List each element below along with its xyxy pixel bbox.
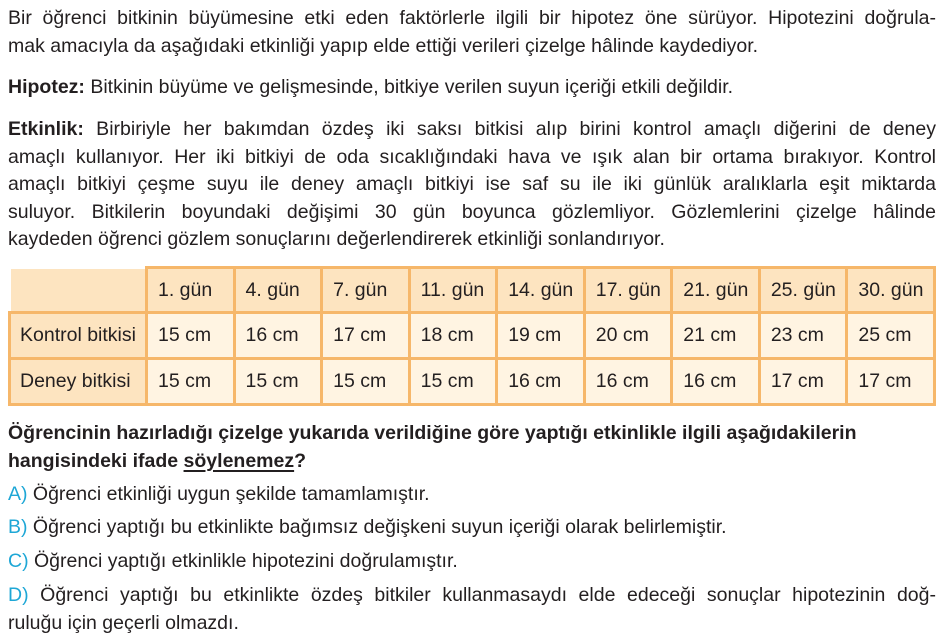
question-mark: ? xyxy=(294,450,307,472)
activity-line-4: suluyor. Bitkilerin boyundaki değişimi 30 gün boyunca gözlemliyor. Gözlemlerini çizelge hâlinde xyxy=(8,200,936,223)
option-b[interactable] xyxy=(8,513,936,541)
activity-line-5: kaydeden öğrenci gözlem sonuçlarını değerlendirerek etkinliği sonlandırıyor. xyxy=(8,228,665,250)
option-text: Öğrenci yaptığı bu etkinlikte bağımsız değişkeni suyun içeriği olarak belirlemiştir. xyxy=(27,516,727,538)
activity-line-1: Birbiriyle her bakımdan özdeş iki saksı bitkisi alıp birini kontrol amaçlı diğerini de deney xyxy=(83,118,936,140)
option-c[interactable] xyxy=(8,547,936,575)
hypothesis-label: Hipotez: xyxy=(8,76,85,98)
option-letter: C) xyxy=(8,550,29,572)
intro-paragraph xyxy=(8,5,936,60)
table-cell: 15 cm xyxy=(147,359,235,405)
question-line-2: hangisindeki ifade xyxy=(8,450,184,472)
table-row-control xyxy=(10,313,935,359)
day-header: 25. gün xyxy=(759,268,847,313)
option-a[interactable] xyxy=(8,480,936,508)
day-header: 7. gün xyxy=(322,268,410,313)
table-header-row xyxy=(10,268,935,313)
table-cell: 17 cm xyxy=(322,313,410,359)
option-d[interactable] xyxy=(8,581,936,637)
table-cell: 15 cm xyxy=(322,359,410,405)
question-stem xyxy=(8,419,936,475)
option-letter: A) xyxy=(8,483,28,505)
table-cell: 20 cm xyxy=(584,313,672,359)
table-row-experiment xyxy=(10,359,935,405)
hypothesis-text: Bitkinin büyüme ve gelişmesinde, bitkiye verilen suyun içeriği etkili değildir. xyxy=(84,76,734,98)
table-cell: 15 cm xyxy=(147,313,235,359)
activity-label: Etkinlik: xyxy=(8,118,84,140)
hypothesis-paragraph xyxy=(8,74,936,102)
table-cell: 18 cm xyxy=(409,313,497,359)
row-label: Deney bitkisi xyxy=(10,359,147,405)
table-cell: 16 cm xyxy=(497,359,585,405)
option-text: Öğrenci yaptığı etkinlikle hipotezini doğrulamıştır. xyxy=(28,550,458,572)
table-cell: 25 cm xyxy=(847,313,935,359)
option-text-line-2: ruluğu için geçerli olmazdı. xyxy=(8,612,239,634)
table-corner-cell xyxy=(10,268,147,313)
table-cell: 16 cm xyxy=(584,359,672,405)
question-keyword: söylenemez xyxy=(183,450,295,472)
observation-table xyxy=(8,266,936,406)
day-header: 14. gün xyxy=(497,268,585,313)
day-header: 30. gün xyxy=(847,268,935,313)
day-header: 1. gün xyxy=(147,268,235,313)
table-cell: 21 cm xyxy=(672,313,760,359)
table-cell: 15 cm xyxy=(409,359,497,405)
option-letter: D) xyxy=(8,584,29,606)
intro-line-2: mak amacıyla da aşağıdaki etkinliği yapıp elde ettiği verileri çizelge hâlinde kaydediyor. xyxy=(8,34,759,57)
option-text-line-1: Öğrenci yaptığı bu etkinlikte özdeş bitkiler kullanmasaydı elde edeceği sonuçlar hipotezinin doğ- xyxy=(28,584,936,606)
intro-line-1: Bir öğrenci bitkinin büyümesine etki eden faktörlerle ilgili bir hipotez öne sürüyor. Hipotezini doğrula- xyxy=(8,7,936,29)
activity-paragraph xyxy=(8,116,936,254)
row-label: Kontrol bitkisi xyxy=(10,313,147,359)
option-text: Öğrenci etkinliği uygun şekilde tamamlamıştır. xyxy=(27,483,430,505)
table-cell: 16 cm xyxy=(234,313,322,359)
table-cell: 17 cm xyxy=(847,359,935,405)
day-header: 21. gün xyxy=(672,268,760,313)
table-cell: 23 cm xyxy=(759,313,847,359)
question-line-1: Öğrencinin hazırladığı çizelge yukarıda verildiğine göre yaptığı etkinlikle ilgili aşağıdakilerin xyxy=(8,422,857,444)
table-cell: 17 cm xyxy=(759,359,847,405)
table-cell: 16 cm xyxy=(672,359,760,405)
day-header: 11. gün xyxy=(409,268,497,313)
table-cell: 15 cm xyxy=(234,359,322,405)
option-letter: B) xyxy=(8,516,28,538)
table-cell: 19 cm xyxy=(497,313,585,359)
activity-line-3: amaçlı bitkiyi çeşme suyu ile deney amaçlı bitkiyi ise saf su ile iki günlük aralıklarla eşit miktarda xyxy=(8,173,936,195)
day-header: 17. gün xyxy=(584,268,672,313)
activity-line-2: amaçlı kullanıyor. Her iki bitkiyi de oda sıcaklığındaki hava ve ışık alan bir ortama bırakıyor. Kontrol xyxy=(8,145,936,168)
day-header: 4. gün xyxy=(234,268,322,313)
